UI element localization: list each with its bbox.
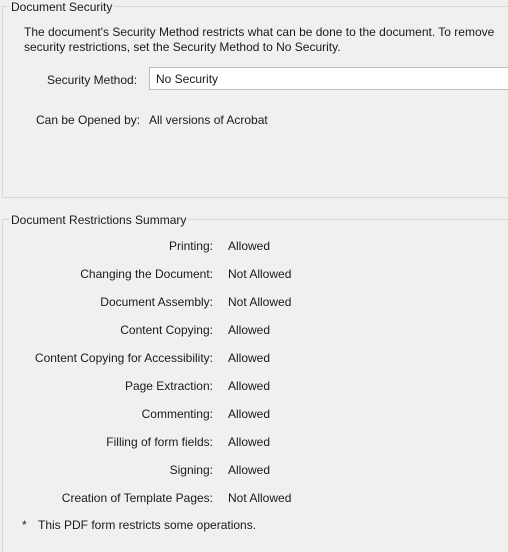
restriction-name: Content Copying for Accessibility: <box>34 351 213 365</box>
restriction-name: Content Copying: <box>120 323 213 337</box>
restriction-value: Allowed <box>228 351 271 365</box>
restriction-row-accessibility <box>3 351 503 379</box>
restriction-row-form-filling <box>3 435 503 463</box>
document-security-group <box>2 0 508 198</box>
restriction-name: Commenting: <box>141 407 213 421</box>
can-be-opened-label: Can be Opened by: <box>36 113 141 127</box>
restriction-value: Not Allowed <box>228 491 292 505</box>
restriction-row-assembly <box>3 295 503 323</box>
restriction-name: Changing the Document: <box>80 267 213 281</box>
security-method-label: Security Method: <box>47 73 138 87</box>
restriction-name: Page Extraction: <box>124 379 213 393</box>
restriction-row-changing <box>3 267 503 295</box>
restrictions-footnote <box>22 518 256 532</box>
restriction-row-printing <box>3 239 503 267</box>
footnote-text: This PDF form restricts some operations. <box>38 518 257 532</box>
restriction-row-commenting <box>3 407 503 435</box>
footnote-star: * <box>22 518 27 532</box>
restriction-value: Not Allowed <box>228 267 292 281</box>
restriction-row-page-extraction <box>3 379 503 407</box>
restriction-row-template-pages <box>3 491 503 519</box>
restriction-value: Allowed <box>228 435 271 449</box>
restriction-name: Creation of Template Pages: <box>61 491 213 505</box>
document-restrictions-group <box>2 213 508 552</box>
can-be-opened-value: All versions of Acrobat <box>149 113 268 127</box>
document-restrictions-title: Document Restrictions Summary <box>11 213 187 227</box>
security-method-select[interactable] <box>149 67 508 90</box>
restriction-value: Not Allowed <box>228 295 292 309</box>
document-security-title: Document Security <box>11 0 113 14</box>
security-description: The document's Security Method restricts what can be done to the document. To remove security restrictions, set the Security Method to No Security. <box>24 25 495 54</box>
restriction-row-signing <box>3 463 503 491</box>
restriction-row-content-copying <box>3 323 503 351</box>
restriction-value: Allowed <box>228 323 271 337</box>
restriction-name: Filling of form fields: <box>106 435 213 449</box>
restriction-value: Allowed <box>228 463 271 477</box>
restriction-value: Allowed <box>228 239 271 253</box>
restriction-name: Document Assembly: <box>100 295 213 309</box>
restriction-value: Allowed <box>228 407 271 421</box>
security-method-value: No Security <box>156 72 219 86</box>
restriction-name: Printing: <box>168 239 213 253</box>
restriction-value: Allowed <box>228 379 271 393</box>
restriction-name: Signing: <box>169 463 213 477</box>
